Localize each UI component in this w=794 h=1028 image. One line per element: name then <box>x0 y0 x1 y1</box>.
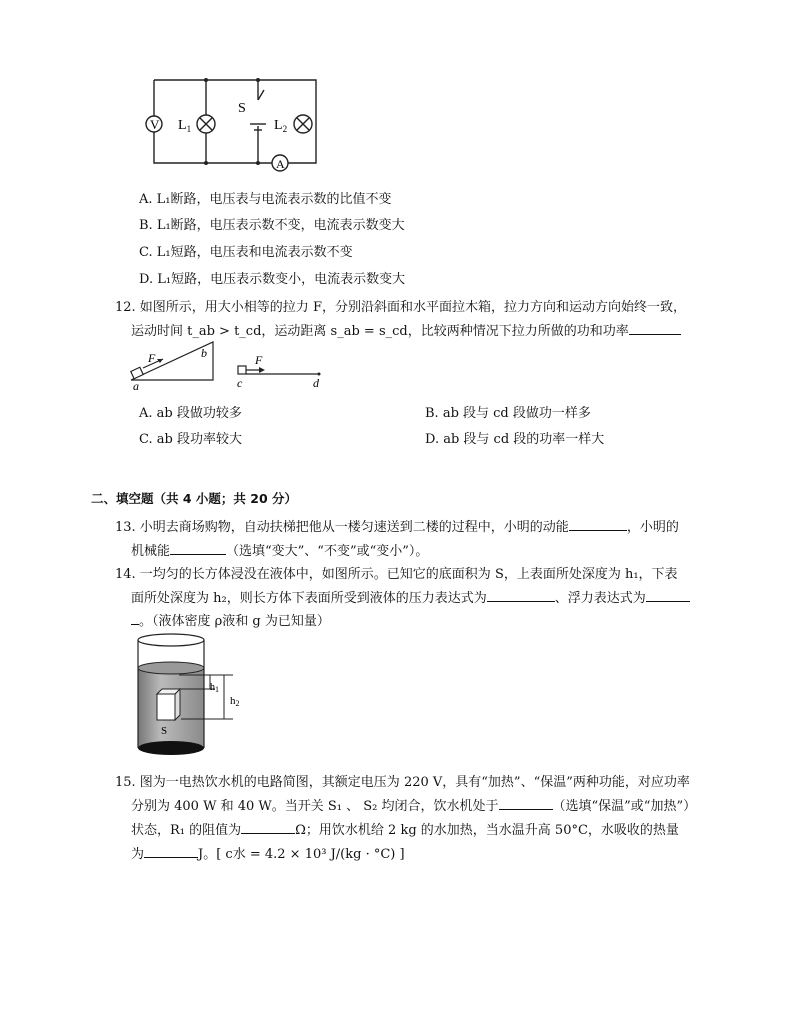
svg-text:h2: h2 <box>230 695 240 708</box>
q12-option-b: B. ab 段与 cd 段做功一样多 <box>425 406 591 421</box>
q15-line3: 状态，R₁ 的阻值为 Ω；用饮水机给 2 kg 的水加热，当水温升高 50°C，水吸收的热量 <box>131 823 679 838</box>
q12-option-c: C. ab 段功率较大 <box>139 432 242 447</box>
svg-text:a: a <box>133 379 139 390</box>
circuit-figure-q11 <box>140 72 330 178</box>
q15-blank-2[interactable] <box>241 821 295 834</box>
switch-label: S <box>238 101 246 116</box>
q14-line2: 面所处深度为 h₂，则长方体下表面所受到液体的压力表达式为 、浮力表达式为 <box>131 587 690 606</box>
ammeter-label: A <box>276 157 285 171</box>
q13-line1: 13. 小明去商场购物，自动扶梯把他从一楼匀速送到二楼的过程中，小明的动能 ，小明的 <box>115 520 679 535</box>
svg-text:F: F <box>148 351 156 365</box>
section-heading-fill-in: 二、填空题（共 4 小题；共 20 分） <box>91 491 298 506</box>
beaker-figure-q14 <box>135 632 255 758</box>
svg-text:c: c <box>237 376 243 390</box>
q14-blank-2-cont[interactable] <box>131 612 139 625</box>
q12-line2: 运动时间 t_ab > t_cd，运动距离 s_ab = s_cd，比较两种情况下拉力所做的功和功率 <box>131 320 681 339</box>
q12-line1: 12. 如图所示，用大小相等的拉力 F，分别沿斜面和水平面拉木箱，拉力方向和运动方向始终一致， <box>115 300 686 315</box>
q14-blank-1[interactable] <box>487 589 555 602</box>
svg-text:d: d <box>313 376 319 390</box>
q11-option-c: C. L₁短路，电压表和电流表示数不变 <box>139 245 353 260</box>
svg-text:L1: $L_1$ <box>178 118 192 134</box>
q11-option-b: B. L₁断路，电压表示数不变，电流表示数变大 <box>139 218 405 233</box>
q15-line1: 15. 图为一电热饮水机的电路简图，其额定电压为 220 V，具有“加热”、“保温”两种功能，对应功率 <box>115 775 690 790</box>
q13-blank-2[interactable] <box>170 542 226 555</box>
voltmeter-label: V <box>150 117 160 132</box>
incline-figure-q12 <box>125 340 330 390</box>
svg-text:L2: $L_2$ <box>274 118 288 134</box>
q15-line4: 为 J。[ c水 = 4.2 × 10³ J/(kg · °C) ] <box>131 847 405 862</box>
q11-option-a: A. L₁断路，电压表与电流表示数的比值不变 <box>139 192 392 207</box>
q11-option-d: D. L₁短路，电压表示数变小，电流表示数变大 <box>139 272 406 287</box>
q12-option-d: D. ab 段与 cd 段的功率一样大 <box>425 432 605 447</box>
q15-blank-3[interactable] <box>144 845 198 858</box>
q14-line3: 。（液体密度 ρ液和 g 为已知量） <box>131 610 330 629</box>
svg-text:h1: $h_1$ <box>210 682 219 694</box>
q14-blank-2[interactable] <box>646 589 690 602</box>
svg-text:F: F <box>255 353 263 367</box>
svg-text:S: S <box>161 725 168 737</box>
q13-blank-1[interactable] <box>569 518 627 531</box>
q13-line2: 机械能 （选填“变大”、“不变”或“变小”）。 <box>131 544 429 559</box>
q14-line1: 14. 一均匀的长方体浸没在液体中，如图所示。已知它的底面积为 S，上表面所处深度为 h₁，下表 <box>115 567 678 582</box>
q15-line2: 分别为 400 W 和 40 W。当开关 S₁ 、 S₂ 均闭合，饮水机处于 （选填“保温”或“加热”） <box>131 799 697 814</box>
q12-option-a: A. ab 段做功较多 <box>139 406 242 421</box>
svg-text:b: b <box>201 346 207 360</box>
q15-blank-1[interactable] <box>499 797 553 810</box>
q12-answer-blank[interactable] <box>629 322 681 335</box>
